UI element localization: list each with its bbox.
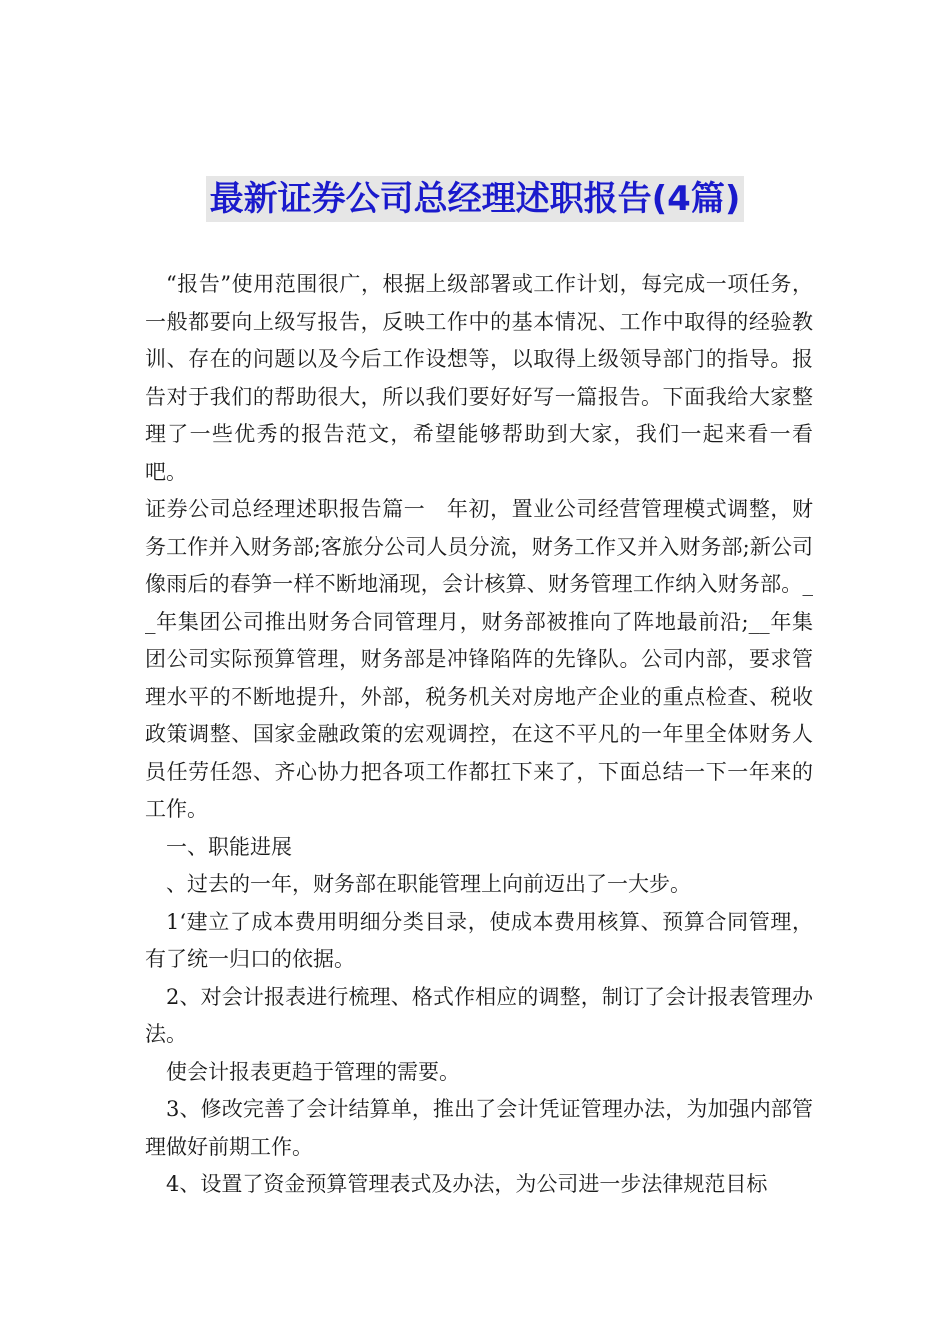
paragraph-section-one: 证券公司总经理述职报告篇一 年初，置业公司经营管理模式调整，财务工作并入财务部;客旅分公司人员分流，财务工作又并入财务部;新公司像雨后的春笋一样不断地涌现，会计核算、财务管理工作纳入财务部。__年集团公司推出财务合同管理月，财务部被推向了阵地最前沿;__年集团公司实际预算管理，财务部是冲锋陷阵的先锋队。公司内部，要求管理水平的不断地提升，外部，税务机关对房地产企业的重点检查、税收政策调整、国家金融政策的宏观调控，在这不平凡的一年里全体财务人员任劳任怨、齐心协力把各项工作都扛下来了，下面总结一下一年来的工作。 (145, 497, 813, 821)
paragraph-item-2: 2、对会计报表进行梳理、格式作相应的调整，制订了会计报表管理办法。 (145, 984, 813, 1046)
paragraph-heading-functions: 一、职能进展 (166, 834, 292, 859)
paragraph-item-1: 1‘建立了成本费用明细分类目录，使成本费用核算、预算合同管理，有了统一归口的依据。 (145, 909, 813, 971)
paragraph-item-3: 3、修改完善了会计结算单，推出了会计凭证管理办法，为加强内部管理做好前期工作。 (145, 1097, 813, 1159)
paragraph-intro: “报告”使用范围很广，根据上级部署或工作计划，每完成一项任务，一般都要向上级写报告，反映工作中的基本情况、工作中取得的经验教训、存在的问题以及今后工作设想等，以取得上级领导部门的指导。报告对于我们的帮助很大，所以我们要好好写一篇报告。下面我给大家整理了一些优秀的报告范文，希望能够帮助到大家，我们一起来看一看吧。 (145, 272, 813, 484)
document-body (145, 266, 813, 1204)
paragraph-item-2-cont: 使会计报表更趋于管理的需要。 (166, 1059, 460, 1084)
paragraph-item-4: 4、设置了资金预算管理表式及办法，为公司进一步法律规范目标 (166, 1172, 768, 1196)
title-block (0, 176, 950, 222)
document-title: 最新证券公司总经理述职报告(4篇) (206, 176, 745, 222)
paragraph-progress: 、过去的一年，财务部在职能管理上向前迈出了一大步。 (166, 872, 691, 896)
